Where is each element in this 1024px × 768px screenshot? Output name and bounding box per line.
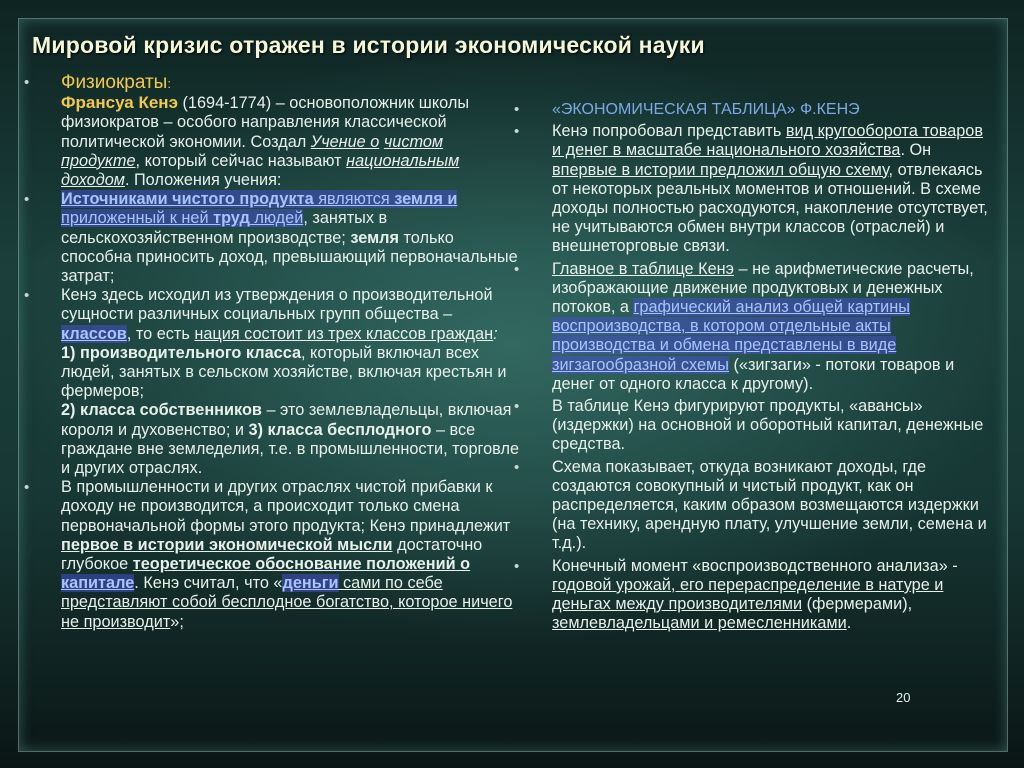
list-item: • Схема показывает, откуда возникают доходы, где создаются совокупный и чистый продукт, как он распределяется, каким образом возмещаются издержки (на технику, арендную плату, улучшение земли, семена и т.д.). <box>514 457 987 553</box>
slide-title: Мировой кризис отражен в истории экономической науки <box>32 32 705 58</box>
bullet-dot: • <box>514 398 520 416</box>
bullet-dot: • <box>24 479 30 497</box>
list-item <box>514 100 994 119</box>
bullet-dot: • <box>24 287 30 305</box>
right-column <box>514 100 994 636</box>
heading-physiocrats: Физиократы <box>61 72 168 93</box>
list-item: • Физиократы: Франсуа Кенэ (1694-1774) – основоположник школы физиократов – особого направления классической политической экономии. Создал Учение о чистом продукте, который сейчас называют национальным доходом. Положения учения: <box>24 72 470 190</box>
table-heading: «ЭКОНОМИЧЕСКАЯ ТАБЛИЦА» Ф.КЕНЭ <box>552 101 860 118</box>
left-column <box>24 73 520 632</box>
bullet-dot: • <box>514 101 520 118</box>
bullet-dot: • <box>24 74 30 91</box>
list-item: • Конечный момент «воспроизводственного анализа» - годовой урожай, его перераспределение в натуре и деньгах между производителями (фермерами), землевладельцами и ремесленниками. <box>514 556 958 633</box>
list-item: • В таблице Кенэ фигурируют продукты, «авансы» (издержки) на основной и оборотный капитал, денежные средства. <box>514 397 984 454</box>
page-number: 20 <box>896 690 911 705</box>
list-item: • Кенэ попробовал представить вид кругооборота товаров и денег в масштабе национального хозяйства. Он впервые в истории предложил общую схему, отвлекаясь от некоторых реальных моментов и отношений. В схеме доходы полностью расходуются, накопление отсутствует, не учитываются обмен внутри классов (отраслей) и внешнеторговые связи. <box>514 122 988 256</box>
bullet-dot: • <box>514 260 520 278</box>
list-item: • Главное в таблице Кенэ – не арифметические расчеты, изображающие движение продуктовых и денежных потоков, а графический анализ общей картины воспроизводства, в котором отдельные акты производства и обмена представлены в виде зигзагообразной схемы («зигзаги» - потоки товаров и денег от одного класса к другому). <box>514 259 974 393</box>
list-item: • Кенэ здесь исходил из утверждения о производительной сущности различных социальных групп общества – классов, то есть нация состоит из трех классов граждан: 1) производительного класса, который включал всех людей, занятых в сельском хозяйстве, включая крестьян и фермеров; 2) класса собственников – это землевладельцы, включая короля и духовенство; и 3) класса бесплодного – все граждане вне земледелия, т.е. в промышленности, торговле и других отраслях. <box>24 286 519 478</box>
name-quesnay: Франсуа Кенэ <box>61 93 178 113</box>
bullet-dot: • <box>514 123 520 141</box>
list-item: • Источниками чистого продукта являются земля и приложенный к ней труд людей, занятых в сельскохозяйственном производстве; земля только способна приносить доход, превышающий первоначальные затрат; <box>24 190 518 286</box>
bullet-dot: • <box>514 557 520 575</box>
bullet-dot: • <box>514 458 520 476</box>
list-item: • В промышленности и других отраслях чистой прибавки к доходу не производится, а происходит только смена первоначальной формы этого продукта; Кенэ принадлежит первое в истории экономической мысли достаточно глубокое теоретическое обоснование положений о капитале. Кенэ считал, что «деньги сами по себе представляют собой бесплодное богатство, которое ничего не производит»; <box>24 478 513 631</box>
bullet-dot: • <box>24 191 30 209</box>
